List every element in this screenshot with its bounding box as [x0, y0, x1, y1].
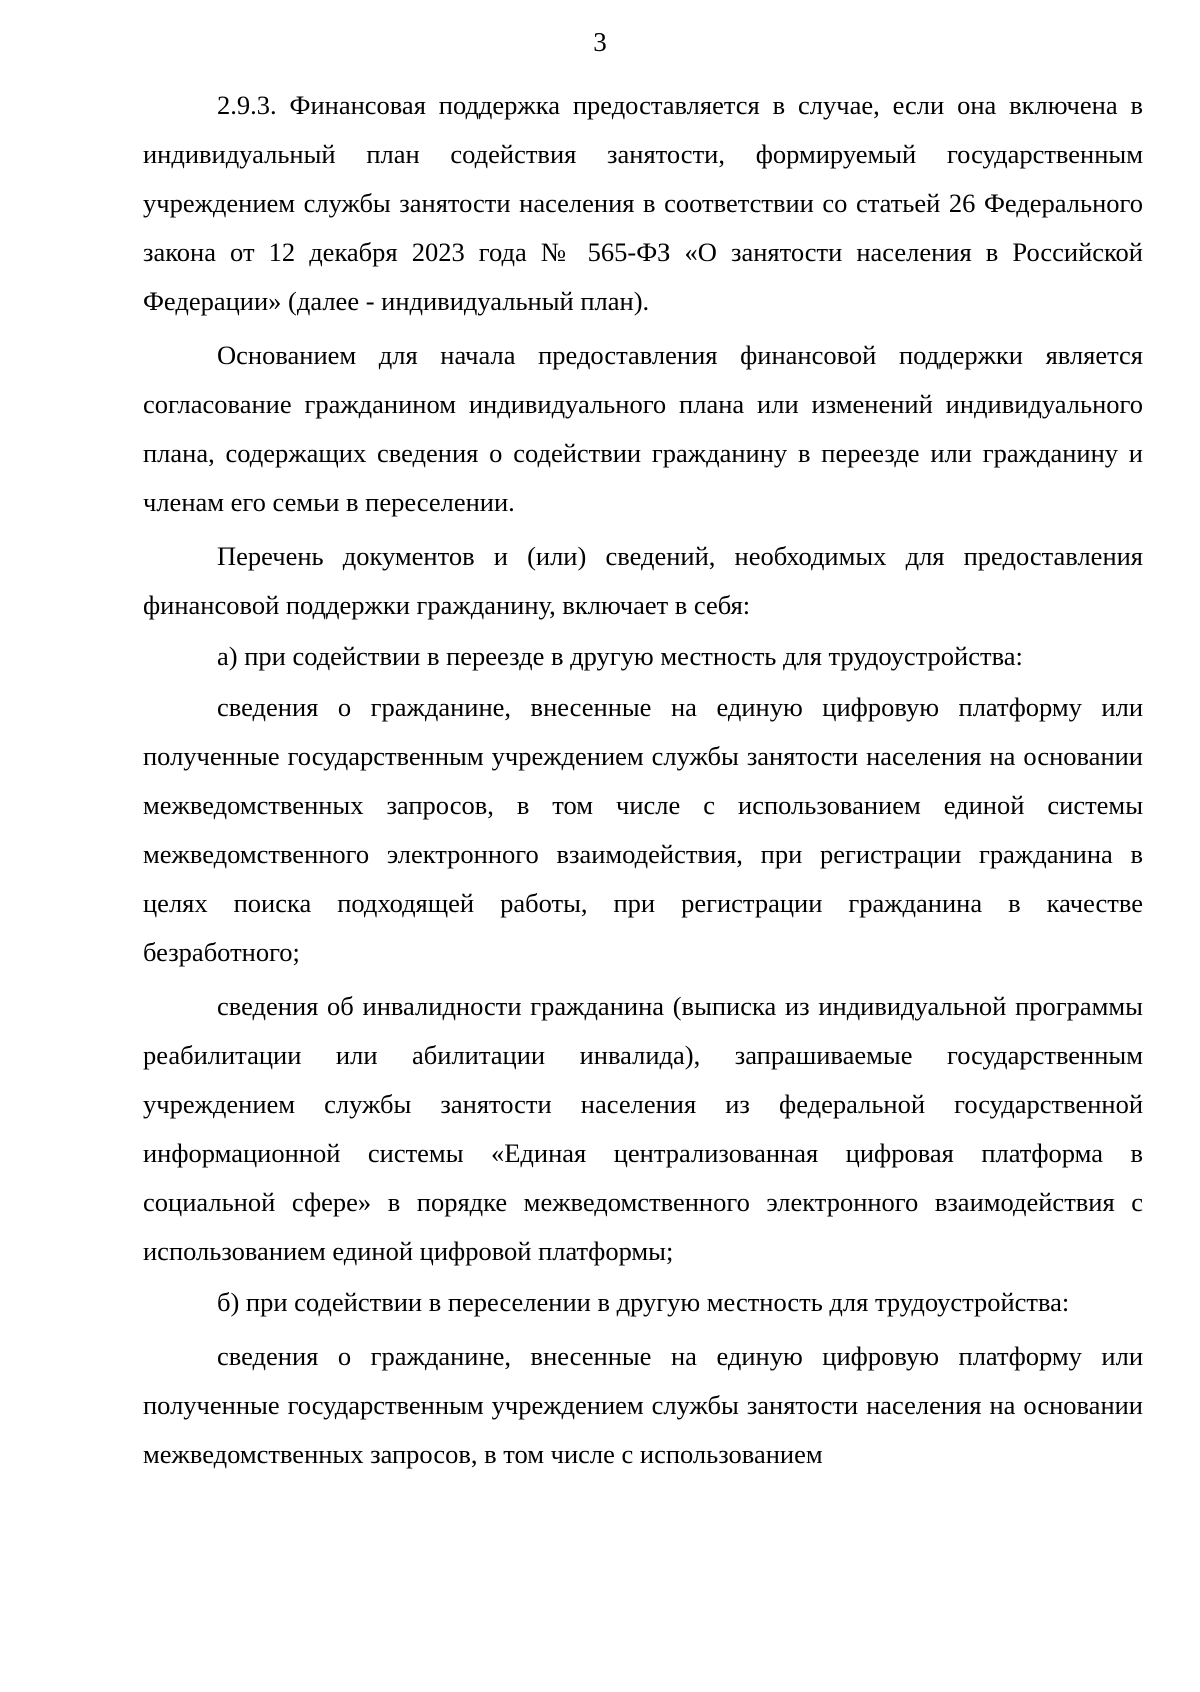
paragraph-item-a: а) при содействии в переезде в другую местность для трудоустройства: [217, 641, 1023, 671]
paragraph-financial-support: 2.9.3. Финансовая поддержка предоставляется в случае, если она включена в индивидуальный план содействия занятости, формируемый государственным учреждением службы занятости населения в соответствии со статьей 26 Федерального закона от 12 декабря 2023 года № 565-ФЗ «О занятости населения в Российской Федерации» (далее - индивидуальный план). [143, 90, 1143, 316]
paragraph-citizen-info-a: сведения о гражданине, внесенные на единую цифровую платформу или полученные государственным учреждением службы занятости населения на основании межведомственных запросов, в том числе с использованием единой системы межведомственного электронного взаимодействия, при регистрации гражданина в целях поиска подходящей работы, при регистрации гражданина в качестве безработного; [143, 692, 1143, 967]
paragraph-disability-info: сведения об инвалидности гражданина (выписка из индивидуальной программы реабилитации или абилитации инвалида), запрашиваемые государственным учреждением службы занятости населения из федеральной государственной информационной системы «Единая централизованная цифровая платформа в социальной сфере» в порядке межведомственного электронного взаимодействия с использованием единой цифровой платформы; [143, 991, 1143, 1266]
paragraph-documents-list: Перечень документов и (или) сведений, необходимых для предоставления финансовой поддержки гражданину, включает в себя: [143, 541, 1143, 620]
document-body [143, 81, 1143, 1479]
paragraph-basis: Основанием для начала предоставления финансовой поддержки является согласование гражданином индивидуального плана или изменений индивидуального плана, содержащих сведения о содействии гражданину в переезде или гражданину и членам его семьи в переселении. [143, 340, 1143, 517]
paragraph-item-b: б) при содействии в переселении в другую местность для трудоустройства: [217, 1287, 1070, 1317]
page-number: 3 [593, 27, 607, 57]
paragraph-citizen-info-b: сведения о гражданине, внесенные на единую цифровую платформу или полученные государственным учреждением службы занятости населения на основании межведомственных запросов, в том числе с использованием [143, 1341, 1143, 1469]
